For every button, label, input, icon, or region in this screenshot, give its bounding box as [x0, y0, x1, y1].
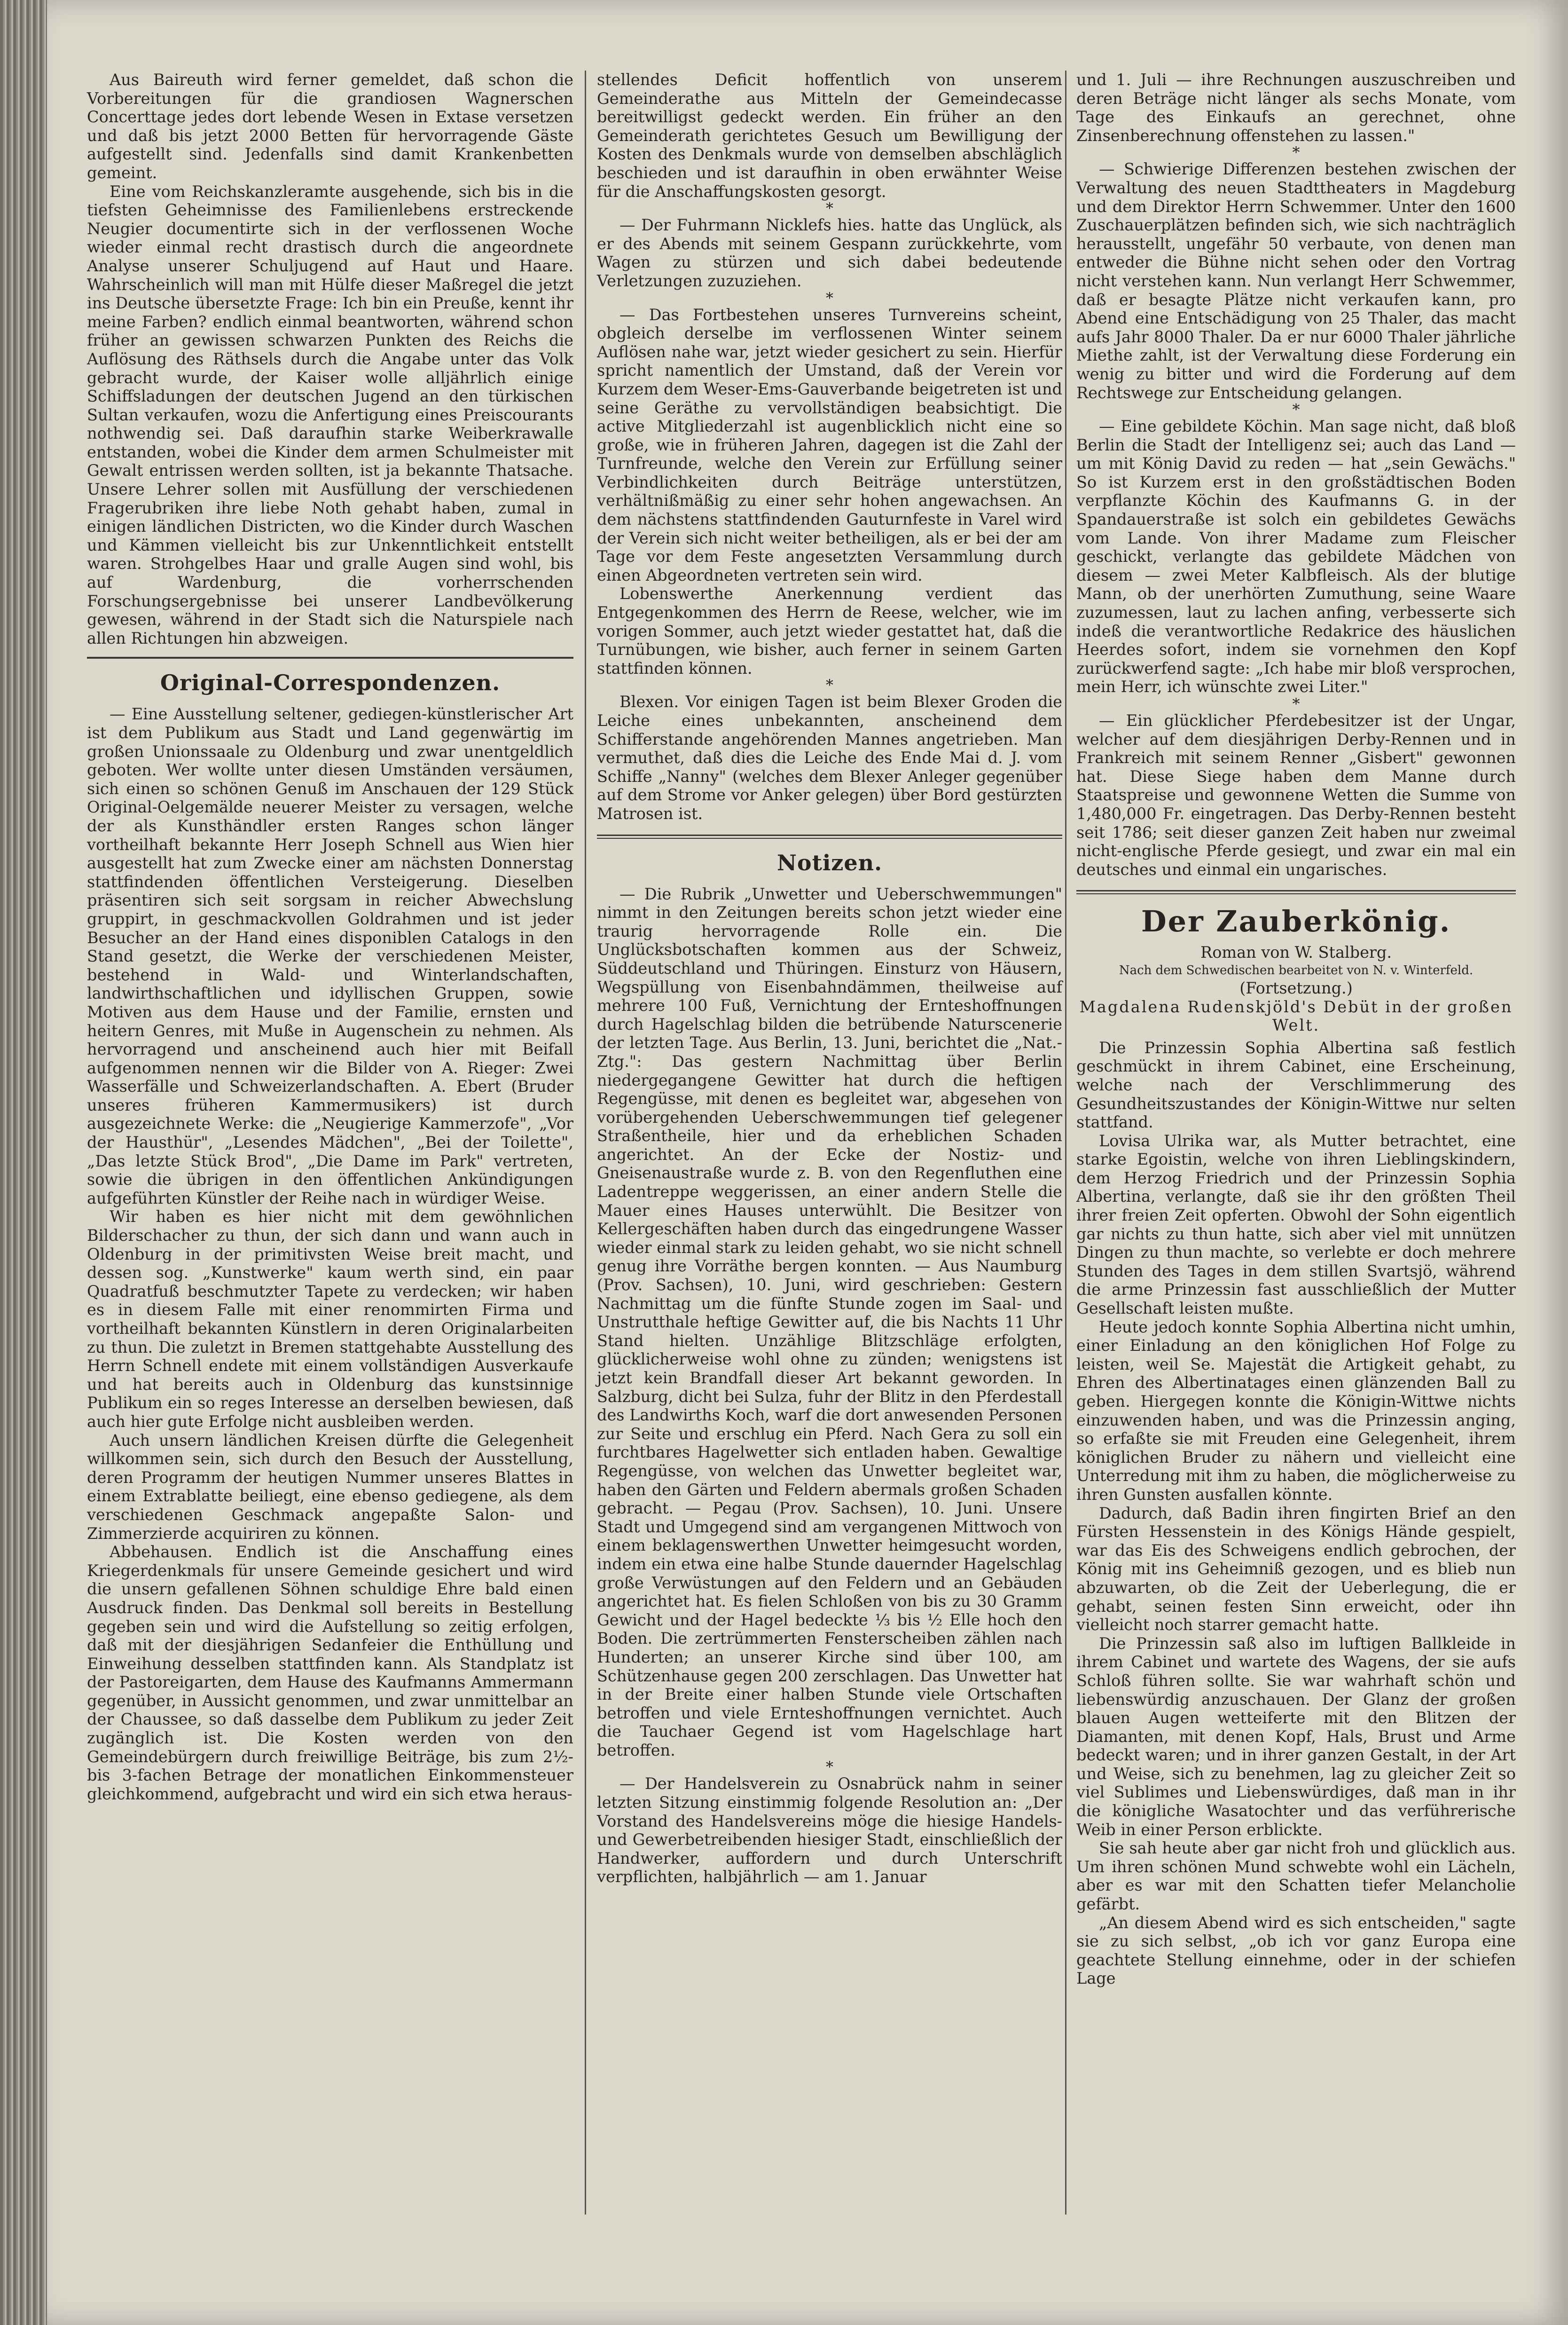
paragraph: — Eine gebildete Köchin. Man sage nicht, daß bloß Berlin die Stadt der Intelligenz sei; auch das Land — um mit König David zu reden — hat „sein Gewächs." So ist Kurzem erst in den großstädtischen Boden verpflanzte Köchin des Kaufmanns G. in der Spandauerstraße ist solch ein gebildetes Gewächs vom Lande. Von ihrer Madame zum Fleischer geschickt, verlangte das gebildete Mädchen von diesem — zwei Meter Kalbfleisch. Als der blutige Mann, ob der unerhörten Zumuthung, seine Waare zuzumessen, laut zu lachen anfing, verbesserte sich indeß die verantwortliche Redakrice des häuslichen Heerdes sofort, indem sie vornehmen den Kopf zurückwerfend sagte: „Ich habe mir bloß versprochen, mein Herr, ich wünschte zwei Liter." [1076, 417, 1516, 696]
section-heading: Original-Correspondenzen. [160, 670, 501, 696]
column-2 [597, 71, 1062, 1886]
paragraph: stellendes Deficit hoffentlich von unserem Gemeinderathe aus Mitteln der Gemeindecasse bereitwilligst gedeckt werden. Ein früher an den Gemeinderath gerichtetes Gesuch um Bewilligung der Kosten des Denkmals wurde von demselben abschläglich beschieden und ist daraufhin in oben erwähnter Weise für die Anschaffungskosten gesorgt. [597, 71, 1062, 201]
paragraph: Lovisa Ulrika war, als Mutter betrachtet, eine starke Egoistin, welche von ihren Lieblingskindern, dem Herzog Friedrich und der Prinzessin Sophia Albertina, verlangte, daß sie ihr den größten Theil ihrer freien Zeit opferten. Obwohl der Sohn eigentlich gar nichts zu thun hatte, sich aber viel mit unnützen Dingen zu thun machte, so verlebte er doch mehrere Stunden des Tages in dem stillen Svartsjö, während die arme Prinzessin fast ausschließlich der Mutter Gesellschaft leisten mußte. [1076, 1131, 1516, 1318]
feuilleton-author: Roman von W. Stalberg. [1200, 943, 1392, 962]
section-rule [597, 835, 1062, 839]
separator-star: * [826, 1758, 833, 1776]
paragraph: — Eine Ausstellung seltener, gediegen-künstlerischer Art ist dem Publikum aus Stadt und Land gegenwärtig im großen Unionssaale zu Oldenburg und zwar unentgeldlich geboten. Wer wollte unter diesen Umständen versäumen, sich einen so schönen Genuß im Anschauen der 129 Stück Original-Oelgemälde neuerer Meister zu versagen, welche der als Kunsthändler ersten Ranges schon länger vortheilhaft bekannte Herr Joseph Schnell aus Wien hier ausgestellt hat zum Zwecke einer am nächsten Donnerstag stattfindenden öffentlichen Versteigerung. Dieselben präsentiren sich seit sorgsam in reicher Abwechslung gruppirt, in geschmackvollen Goldrahmen und ist jeder Besucher an der Hand eines disponiblen Catalogs in den Stand gesetzt, die Werke der verschiedenen Meister, bestehend in Wald- und Winterlandschaften, landwirthschaftlichen und idyllischen Gruppen, sowie Motiven aus dem Hause und der Familie, ernsten und heitern Genres, mit Muße in Augenschein zu nehmen. Als hervorragend und anscheinend auch hier mit Beifall aufgenommen nennen wir die Bilder von A. Rieger: Zwei Wasserfälle und Schweizerlandschaften. A. Ebert (Bruder unseres früheren Kammermusikers) ist durch ausgezeichnete Werke: die „Neugierige Kammerzofe", „Vor der Hausthür", „Lesendes Mädchen", „Bei der Toilette", „Das letzte Stück Brod", „Die Dame im Park" vertreten, sowie die übrigen in den öffentlichen Ankündigungen aufgeführten Künstler der Reihe nach in würdiger Weise. [87, 705, 573, 1207]
paragraph: Blexen. Vor einigen Tagen ist beim Blexer Groden die Leiche eines unbekannten, anscheinend dem Schifferstande angehörenden Mannes angetrieben. Man vermuthet, daß dies die Leiche des Ende Mai d. J. vom Schiffe „Nanny" (welches dem Blexer Anleger gegenüber auf dem Strome vor Anker gelegen) über Bord gestürzten Matrosen ist. [597, 693, 1062, 823]
paragraph: — Der Handelsverein zu Osnabrück nahm in seiner letzten Sitzung einstimmig folgende Resolution an: „Der Vorstand des Handelsvereins möge die hiesige Handels- und Gewerbetreibenden hiesiger Stadt, einschließlich der Handwerker, auffordern und durch Unterschrift verpflichten, halbjährlich — am 1. Januar [597, 1774, 1062, 1886]
paragraph: — Schwierige Differenzen bestehen zwischen der Verwaltung des neuen Stadttheaters in Magdeburg und dem Direktor Herrn Schwemmer. Unter den 1600 Zuschauerplätzen befinden sich, wie sich nachträglich herausstellt, ungefähr 50 verbaute, von denen man entweder die Bühne nicht sehen oder den Vortrag nicht verstehen kann. Nun verlangt Herr Schwemmer, daß er besagte Plätze nicht verkaufen kann, pro Abend eine Entschädigung von 25 Thaler, das macht aufs Jahr 8000 Thaler. Da er nur 6000 Thaler jährliche Miethe zahlt, ist der Verwaltung diese Forderung ein wenig zu bitter und wird die Forderung auf dem Rechtswege zur Entscheidung gelangen. [1076, 160, 1516, 402]
feuilleton-continuation: (Fortsetzung.) [1239, 978, 1353, 997]
paragraph: Eine vom Reichskanzleramte ausgehende, sich bis in die tiefsten Geheimnisse des Familienlebens erstreckende Neugier documentirte sich in der verflossenen Woche wieder einmal recht drastisch durch die angeordnete Analyse unserer Schuljugend auf Haut und Haare. Wahrscheinlich will man mit Hülfe dieser Maßregel die jetzt ins Deutsche übersetzte Frage: Ich bin ein Preuße, kennt ihr meine Farben? endlich einmal beantworten, während schon früher an gewissen schwarzen Punkten des Reichs die Auflösung des Räthsels durch die Angabe unter das Volk gebracht wurde, der Kaiser wolle alljährlich einige Schiffsladungen der deutschen Jugend an den türkischen Sultan verkaufen, wozu die Anfertigung eines Preiscourants nothwendig sei. Daß daraufhin starke Weiberkrawalle entstanden, wobei die Kinder dem armen Schulmeister mit Gewalt entrissen werden sollten, ist ja bekannte Thatsache. Unsere Lehrer sollen mit Ausfüllung der verschiedenen Fragerubriken ihre liebe Noth gehabt haben, zumal in einigen ländlichen Districten, wo die Kinder durch Waschen und Kämmen vielleicht bis zur Unkenntlichkeit entstellt waren. Strohgelbes Haar und gralle Augen sind wohl, bis auf Wardenburg, die vorherrschenden Forschungsergebnisse bei unserer Landbevölkerung gewesen, während in der Stadt sich die Naturspiele nach allen Richtungen hin abzweigen. [87, 182, 573, 647]
section-rule [87, 657, 573, 659]
separator-star: * [826, 289, 833, 307]
feuilleton-credit: Nach dem Schwedischen bearbeitet von N. v. Winterfeld. [1119, 963, 1474, 977]
section-rule [1076, 890, 1516, 894]
paragraph: Lobenswerthe Anerkennung verdient das Entgegenkommen des Herrn de Reese, welcher, wie im vorigen Sommer, auch jetzt wieder gestattet hat, daß die Turnübungen, wie bisher, auch ferner in seinem Garten stattfinden können. [597, 584, 1062, 678]
paragraph: — Das Fortbestehen unseres Turnvereins scheint, obgleich derselbe im verflossenen Winter seinem Auflösen nahe war, jetzt wieder gesichert zu sein. Hierfür spricht namentlich der Umstand, daß der Verein vor Kurzem dem Weser-Ems-Gauverbande beigetreten ist und seine Geräthe zu vervollständigen beabsichtigt. Die active Mitgliederzahl ist augenblicklich nicht eine so große, wie in früheren Jahren, dagegen ist die Zahl der Turnfreunde, welche den Verein zur Erfüllung seiner Verbindlichkeiten durch Beiträge unterstützen, verhältnißmäßig zu einer sehr hohen angewachsen. An dem nächstens stattfindenden Gauturnfeste in Varel wird der Verein sich nicht weiter betheiligen, als er bei der am Tage vor dem Feste angesetzten Versammlung durch einen Abgeordneten vertreten sein wird. [597, 305, 1062, 584]
column-rule [585, 71, 586, 2215]
paragraph: Sie sah heute aber gar nicht froh und glücklich aus. Um ihren schönen Mund schwebte wohl ein Lächeln, aber es war mit den Schatten tiefer Melancholie gefärbt. [1076, 1839, 1516, 1914]
column-rule [1065, 71, 1066, 2215]
separator-star: * [1292, 143, 1300, 162]
separator-star: * [826, 199, 833, 218]
paragraph: Heute jedoch konnte Sophia Albertina nicht umhin, einer Einladung an den königlichen Hof Folge zu leisten, weil Se. Majestät die Artigkeit gehabt, zu Ehren des Albertinatages einen glänzenden Ball zu geben. Hiergegen konnte die Königin-Wittwe nichts einzuwenden haben, und was die Prinzessin anging, so erfaßte sie mit Freuden eine Gelegenheit, ihrem königlichen Bruder zu nähern und vielleicht eine Unterredung mit ihm zu haben, die möglicherweise zu ihren Gunsten ausfallen könnte. [1076, 1317, 1516, 1504]
paragraph: und 1. Juli — ihre Rechnungen auszuschreiben und deren Beträge nicht länger als sechs Monate, vom Tage des Einkaufs an gerechnet, ohne Zinsenberechnung offenstehen zu lassen." [1076, 71, 1516, 145]
chapter-title: Magdalena Rudenskjöld's Debüt in der großen Welt. [1079, 997, 1513, 1035]
paragraph: „An diesem Abend wird es sich entscheiden," sagte sie zu sich selbst, „ob ich vor ganz Europa eine geachtete Stellung einnehme, oder in der schiefen Lage [1076, 1913, 1516, 1988]
paragraph: Auch unsern ländlichen Kreisen dürfte die Gelegenheit willkommen sein, sich durch den Besuch der Ausstellung, deren Programm der heutigen Nummer unseres Blattes in einem Extrablatte beiliegt, eine ebenso gediegene, als dem verschiedenen Geschmack angepaßte Salon- und Zimmerzierde acquiriren zu können. [87, 1431, 573, 1543]
page-edge [0, 0, 47, 2325]
paragraph: — Der Fuhrmann Nicklefs hies. hatte das Unglück, als er des Abends mit seinem Gespann zurückkehrte, vom Wagen zu stürzen und sich dabei bedeutende Verletzungen zuzuziehen. [597, 216, 1062, 290]
paragraph: — Die Rubrik „Unwetter und Ueberschwemmungen" nimmt in den Zeitungen bereits schon jetzt wieder eine traurig hervorragende Rolle ein. Die Unglücksbotschaften kommen aus der Schweiz, Süddeutschland und Thüringen. Einsturz von Häusern, Wegspüllung von Eisenbahndämmen, theilweise auf mehrere 100 Fuß, Vernichtung der Ernteshoffnungen durch Hagelschlag bilden die betrübende Naturscenerie der letzten Tage. Aus Berlin, 13. Juni, berichtet die „Nat.-Ztg.": Das gestern Nachmittag über Berlin niedergegangene Gewitter hat durch die heftigen Regengüsse, mit denen es begleitet war, abgesehen von vorübergehenden Ueberschwemmungen tief gelegener Straßentheile, hier und da erheblichen Schaden angerichtet. An der Ecke der Nostiz- und Gneisenaustraße wurde z. B. von den Regenfluthen eine Ladentreppe weggerissen, an einer andern Stelle die Mauer eines Hauses unterwühlt. Die Besitzer von Kellergeschäften haben durch das eingedrungene Wasser wieder einmal stark zu leiden gehabt, wo sie nicht schnell genug ihre Vorräthe bergen konnten. — Aus Naumburg (Prov. Sachsen), 10. Juni, wird geschrieben: Gestern Nachmittag um die fünfte Stunde zogen im Saal- und Unstrutthale heftige Gewitter auf, die bis Nachts 11 Uhr Stand hielten. Unzählige Blitzschläge erfolgten, glücklicherweise wohl ohne zu zünden; wenigstens ist jetzt kein Brandfall dieser Art bekannt geworden. In Salzburg, dicht bei Sulza, fuhr der Blitz in den Pferdestall des Landwirths Koch, warf die dort anwesenden Personen zur Seite und erschlug ein Pferd. Nach Gera zu soll ein furchtbares Hagelwetter sich entladen haben. Gewaltige Regengüsse, von welchen das Unwetter begleitet war, haben den Gärten und Feldern abermals großen Schaden gebracht. — Pegau (Prov. Sachsen), 10. Juni. Unsere Stadt und Umgegend sind am vergangenen Mittwoch von einem beklagenswerthen Unwetter heimgesucht worden, indem ein etwa eine halbe Stunde dauernder Hagelschlag große Verwüstungen auf den Feldern und an Gebäuden angerichtet hat. Es fielen Schloßen von bis zu 30 Gramm Gewicht und der Hagel bedeckte ⅓ bis ½ Elle hoch den Boden. Die zertrümmerten Fensterscheiben zählen nach Hunderten; an unserer Kirche sind über 100, am Schützenhause gegen 200 zerschlagen. Das Unwetter hat in der Breite einer halben Stunde viele Ortschaften betroffen und viele Ernteshoffnungen vernichtet. Auch die Tauchaer Gegend ist vom Hagelschlage hart betroffen. [597, 884, 1062, 1759]
paragraph: Die Prinzessin saß also im luftigen Ballkleide in ihrem Cabinet und wartete des Wagens, der sie aufs Schloß führen sollte. Sie war wahrhaft schön und liebenswürdig anzuschauen. Der Glanz der großen blauen Augen wetteiferte mit den Blitzen der Diamanten, mit denen Kopf, Hals, Brust und Arme bedeckt waren; und in ihrer ganzen Gestalt, in der Art und Weise, sich zu benehmen, lag zu gleicher Zeit so viel Sublimes und Liebenswürdiges, daß man in ihr die königliche Wasatochter und das verführerische Weib in einer Person erblickte. [1076, 1634, 1516, 1839]
separator-star: * [826, 676, 833, 694]
separator-star: * [1292, 695, 1300, 713]
section-heading: Notizen. [776, 850, 883, 875]
paragraph: Wir haben es hier nicht mit dem gewöhnlichen Bilderschacher zu thun, der sich dann und wann auch in Oldenburg in der primitivsten Weise breit macht, und dessen sog. „Kunstwerke" kaum werth sind, ein paar Quadratfuß beschmutzter Tapete zu verdecken; wir haben es in diesem Falle mit einer renommirten Firma und vortheilhaft bekannten Künstlern in deren Originalarbeiten zu thun. Die zuletzt in Bremen stattgehabte Ausstellung des Herrn Schnell endete mit einem vollständigen Ausverkaufe und hat bereits auch in Oldenburg das kunstsinnige Publikum ein so reges Interesse an derselben bewiesen, daß auch hier gute Erfolge nicht ausbleiben werden. [87, 1207, 573, 1431]
paragraph: Aus Baireuth wird ferner gemeldet, daß schon die Vorbereitungen für die grandiosen Wagnerschen Concerttage jedes dort lebende Wesen in Extase versetzen und daß bis jetzt 2000 Betten für hervorragende Gäste aufgestellt sind. Jedenfalls sind damit Krankenbetten gemeint. [87, 71, 573, 182]
paragraph: Dadurch, daß Badin ihren fingirten Brief an den Fürsten Hessenstein in des Königs Hände gespielt, war das Eis des Schweigens endlich gebrochen, der König mit ins Geheimniß gezogen, und es blieb nun abzuwarten, ob die Zeit der Ueberlegung, die er gehabt, seinen festen Sinn erweicht, oder ihn vielleicht noch starrer gemacht hatte. [1076, 1504, 1516, 1634]
paragraph: — Ein glücklicher Pferdebesitzer ist der Ungar, welcher auf dem diesjährigen Derby-Rennen und in Frankreich mit seinem Renner „Gisbert" gewonnen hat. Diese Siege haben dem Manne durch Staatspreise und gewonnene Wetten die Summe von 1,480,000 Fr. eingetragen. Das Derby-Rennen besteht seit 1786; seit dieser ganzen Zeit haben nur zweimal nicht-englische Pferde gesiegt, und zwar ein mal ein deutsches und einmal ein ungarisches. [1076, 711, 1516, 879]
feuilleton-title: Der Zauberkönig. [1141, 904, 1451, 939]
column-3 [1076, 71, 1516, 1988]
paragraph: Abbehausen. Endlich ist die Anschaffung eines Kriegerdenkmals für unsere Gemeinde gesichert und wird die unsern gefallenen Söhnen schuldige Ehre bald einen Ausdruck finden. Das Denkmal soll bereits in Bestellung gegeben sein und wird die Aufstellung so zeitig erfolgen, daß mit der diesjährigen Sedanfeier die Enthüllung und Einweihung desselben stattfinden kann. Als Standplatz ist der Pastoreigarten, dem Hause des Kaufmanns Ammermann gegenüber, in Aussicht genommen, und zwar unmittelbar an der Chaussee, so daß dasselbe dem Publikum zu jeder Zeit zugänglich ist. Die Kosten werden von den Gemeindebürgern durch freiwillige Beiträge, bis zum 2½- bis 3-fachen Betrage der monatlichen Einkommensteuer gleichkommend, aufgebracht und wird ein sich etwa heraus- [87, 1543, 573, 1803]
column-1 [87, 71, 573, 1803]
separator-star: * [1292, 401, 1300, 419]
paragraph: Die Prinzessin Sophia Albertina saß festlich geschmückt in ihrem Cabinet, eine Erscheinung, welche nach der Verschlimmerung des Gesundheitszustandes der Königin-Wittwe nur selten stattfand. [1076, 1038, 1516, 1132]
